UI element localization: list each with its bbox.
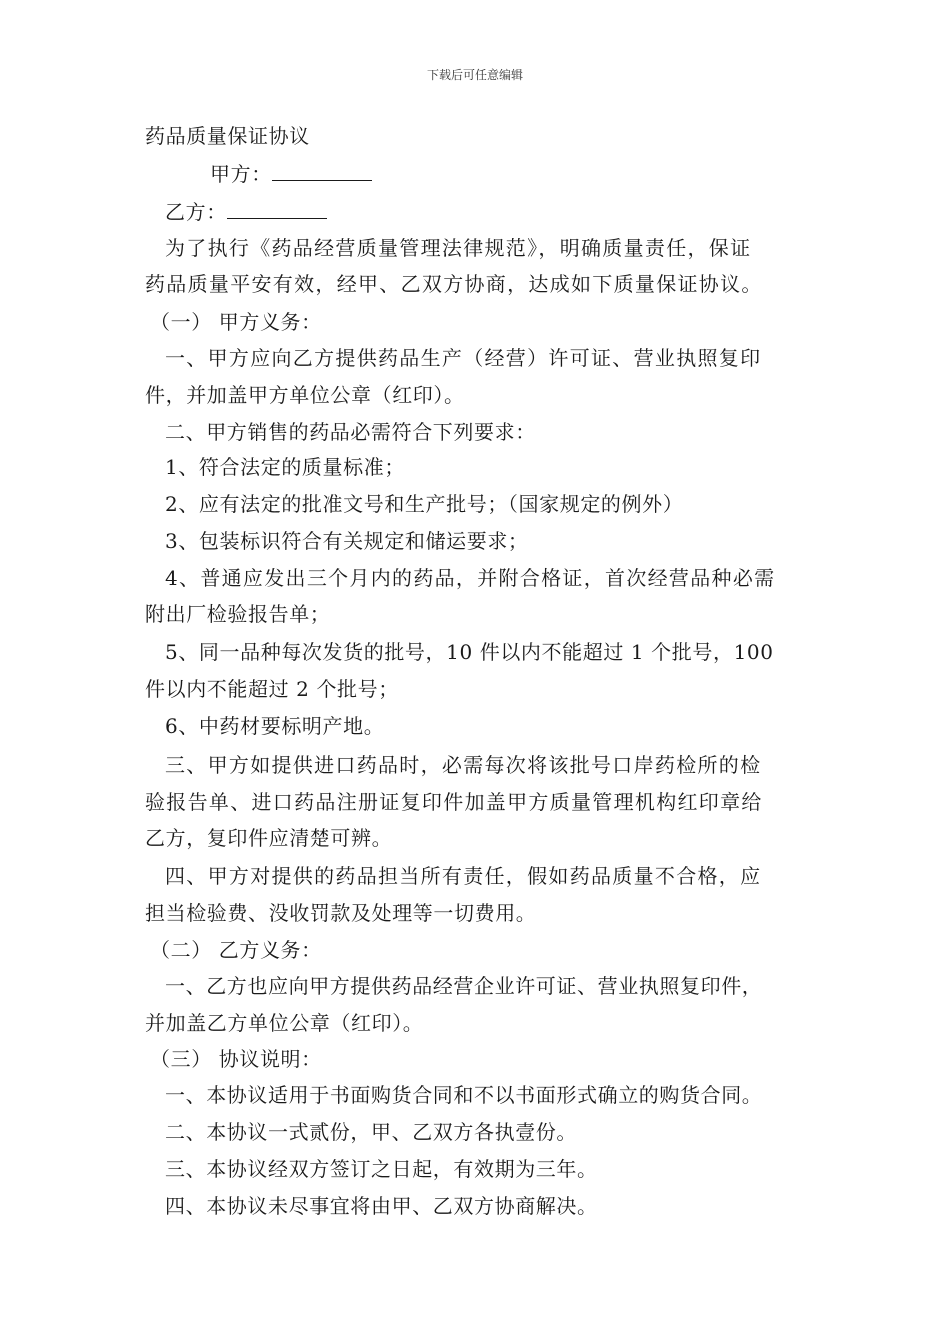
list-item: 附出厂检验报告单； <box>145 602 331 626</box>
paragraph-line: 一、甲方应向乙方提供药品生产（经营）许可证、营业执照复印 <box>165 346 762 370</box>
party-a-field <box>210 160 372 186</box>
paragraph-line: 一、乙方也应向甲方提供药品经营企业许可证、营业执照复印件， <box>165 974 763 998</box>
paragraph-line: 二、本协议一式贰份，甲、乙双方各执壹份。 <box>165 1120 577 1144</box>
section-heading: （二） 乙方义务： <box>150 938 322 962</box>
paragraph-line: 乙方，复印件应清楚可辨。 <box>145 826 393 850</box>
paragraph-line: 三、本协议经双方签订之日起，有效期为三年。 <box>165 1157 598 1181</box>
paragraph-line: 担当检验费、没收罚款及处理等一切费用。 <box>145 901 537 925</box>
section-heading: （一） 甲方义务： <box>150 310 322 334</box>
party-a-blank <box>272 160 372 181</box>
paragraph-line: 件，并加盖甲方单位公章（红印）。 <box>145 383 465 407</box>
party-b-label: 乙方： <box>165 200 227 224</box>
list-item: 2、应有法定的批准文号和生产批号；（国家规定的例外） <box>165 492 684 516</box>
paragraph-line: 二、甲方销售的药品必需符合下列要求： <box>165 420 536 444</box>
paragraph-line: 三、甲方如提供进口药品时，必需每次将该批号口岸药检所的检 <box>165 753 762 777</box>
paragraph-line: 四、本协议未尽事宜将由甲、乙双方协商解决。 <box>165 1194 598 1218</box>
document-title: 药品质量保证协议 <box>145 124 310 148</box>
party-a-label: 甲方： <box>210 162 272 186</box>
page-header: 下载后可任意编辑 <box>426 68 523 82</box>
section-heading: （三） 协议说明： <box>150 1047 322 1071</box>
paragraph-line: 并加盖乙方单位公章（红印）。 <box>145 1011 424 1035</box>
paragraph-line: 为了执行《药品经营质量管理法律规范》，明确质量责任，保证 <box>165 236 752 260</box>
list-item: 6、中药材要标明产地。 <box>165 714 385 738</box>
party-b-field <box>165 198 327 224</box>
list-item: 1、符合法定的质量标准； <box>165 455 405 479</box>
party-b-blank <box>227 198 327 219</box>
list-item: 4、普通应发出三个月内的药品，并附合格证，首次经营品种必需 <box>165 566 776 590</box>
paragraph-line: 一、本协议适用于书面购货合同和不以书面形式确立的购货合同。 <box>165 1083 763 1107</box>
list-item: 3、包装标识符合有关规定和储运要求； <box>165 529 529 553</box>
paragraph-line: 药品质量平安有效，经甲、乙双方协商，达成如下质量保证协议。 <box>145 272 763 296</box>
paragraph-line: 验报告单、进口药品注册证复印件加盖甲方质量管理机构红印章给 <box>145 790 763 814</box>
list-item: 5、同一品种每次发货的批号，10 件以内不能超过 1 个批号，100 <box>165 640 774 664</box>
paragraph-line: 四、甲方对提供的药品担当所有责任，假如药品质量不合格，应 <box>165 864 762 888</box>
list-item: 件以内不能超过 2 个批号； <box>145 677 399 701</box>
